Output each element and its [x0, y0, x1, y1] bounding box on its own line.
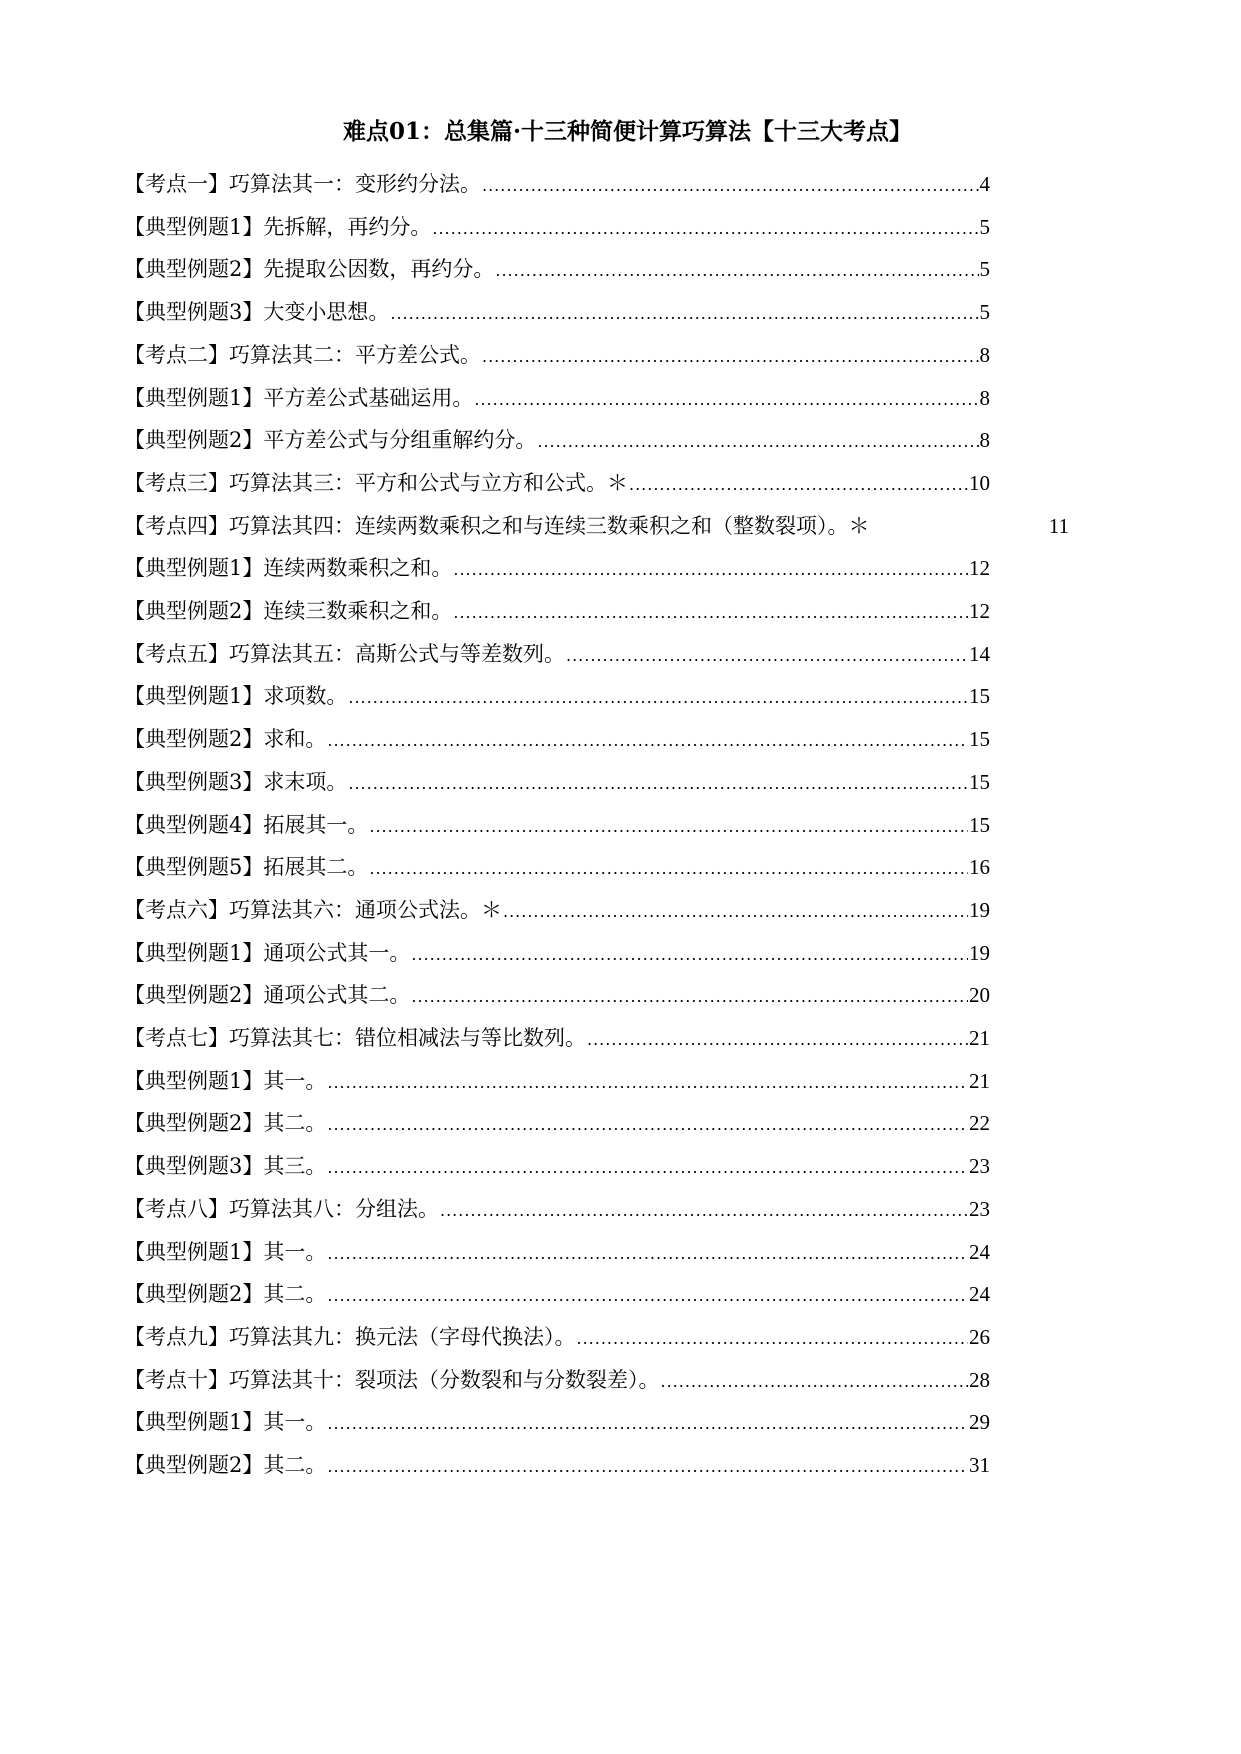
toc-entry-label: 【典型例题2】其二。	[124, 1111, 327, 1136]
toc-entry[interactable]	[124, 1065, 990, 1097]
toc-entry[interactable]	[124, 1022, 990, 1054]
toc-entry-label: 【考点七】巧算法其七：错位相减法与等比数列。	[124, 1026, 586, 1050]
toc-entry-label: 【典型例题2】先提取公因数，再约分。	[124, 257, 495, 282]
toc-entry[interactable]	[124, 809, 990, 841]
toc-page-number: 23	[969, 1196, 990, 1221]
toc-dot-leader	[440, 1195, 968, 1227]
toc-page-number: 21	[969, 1026, 990, 1050]
toc-entry-label: 【典型例题1】其一。	[124, 1410, 327, 1435]
toc-entry[interactable]	[124, 382, 990, 414]
toc-dot-leader	[327, 1067, 968, 1099]
toc-page-number: 15	[969, 769, 990, 794]
toc-dot-leader	[327, 1109, 968, 1141]
toc-entry[interactable]	[124, 168, 990, 200]
toc-dot-leader	[432, 213, 978, 245]
toc-entry[interactable]	[124, 979, 990, 1011]
toc-entry[interactable]	[124, 851, 990, 883]
toc-entry[interactable]	[124, 510, 1069, 542]
toc-page-number: 24	[969, 1239, 990, 1264]
toc-entry-label: 【典型例题1】先拆解，再约分。	[124, 214, 432, 239]
toc-entry[interactable]	[124, 937, 990, 969]
toc-dot-leader	[327, 1238, 968, 1270]
toc-entry-label: 【考点九】巧算法其九：换元法（字母代换法）。	[124, 1324, 576, 1349]
toc-page-number: 14	[969, 641, 990, 666]
toc-dot-leader	[629, 469, 968, 501]
toc-entry-label: 【典型例题1】求项数。	[124, 684, 348, 709]
toc-page-number: 19	[969, 940, 990, 965]
toc-page-number: 21	[969, 1068, 990, 1093]
toc-dot-leader	[482, 170, 979, 202]
toc-page-number: 23	[969, 1154, 990, 1179]
toc-entry-label: 【考点二】巧算法其二：平方差公式。	[124, 342, 481, 367]
toc-entry[interactable]	[124, 1278, 990, 1310]
toc-dot-leader	[327, 1152, 968, 1184]
toc-entry[interactable]	[124, 638, 990, 670]
toc-entry[interactable]	[124, 253, 990, 285]
toc-page-number: 10	[969, 470, 990, 495]
toc-page-number: 22	[969, 1111, 990, 1136]
toc-dot-leader	[369, 811, 968, 843]
toc-entry-label: 【典型例题2】其二。	[124, 1453, 327, 1477]
toc-entry[interactable]	[124, 211, 990, 243]
toc-dot-leader	[348, 682, 968, 714]
toc-dot-leader	[482, 341, 979, 373]
toc-dot-leader	[566, 640, 968, 672]
toc-entry[interactable]	[124, 552, 990, 584]
toc-entry-label: 【典型例题3】大变小思想。	[124, 300, 390, 325]
toc-dot-leader	[411, 939, 968, 971]
toc-dot-leader	[453, 597, 968, 629]
toc-page-number: 5	[979, 300, 990, 325]
toc-dot-leader	[587, 1024, 968, 1056]
toc-entry-label: 【考点八】巧算法其八：分组法。	[124, 1196, 439, 1221]
toc-page-number: 24	[969, 1282, 990, 1307]
toc-entry-label: 【典型例题1】通项公式其一。	[124, 940, 411, 965]
toc-page-number: 16	[969, 855, 990, 880]
toc-page-number: 19	[969, 897, 990, 922]
toc-dot-leader	[474, 384, 978, 416]
toc-dot-leader	[453, 554, 968, 586]
toc-page-number: 15	[969, 812, 990, 837]
toc-page-number: 29	[969, 1410, 990, 1435]
toc-page-number: 15	[969, 684, 990, 709]
toc-dot-leader	[327, 1408, 968, 1440]
toc-entry-label: 【考点三】巧算法其三：平方和公式与立方和公式。＊	[124, 470, 628, 495]
toc-dot-leader	[327, 1451, 968, 1483]
toc-entry-label: 【典型例题2】其二。	[124, 1282, 327, 1307]
toc-page-number: 8	[979, 385, 990, 410]
toc-page-number: 12	[969, 556, 990, 581]
toc-entry[interactable]	[124, 723, 990, 755]
toc-dot-leader	[537, 426, 978, 458]
toc-entry-label: 【典型例题2】求和。	[124, 727, 327, 752]
toc-entry-label: 【考点四】巧算法其四：连续两数乘积之和与连续三数乘积之和（整数裂项）。＊	[124, 513, 870, 538]
toc-page-number: 20	[969, 983, 990, 1008]
toc-entry-label: 【典型例题1】平方差公式基础运用。	[124, 385, 474, 410]
toc-entry-label: 【典型例题3】其三。	[124, 1154, 327, 1179]
toc-dot-leader	[503, 896, 968, 928]
toc-dot-leader	[327, 1280, 968, 1312]
toc-entry-label: 【考点五】巧算法其五：高斯公式与等差数列。	[124, 641, 565, 666]
toc-entry[interactable]	[124, 1449, 990, 1481]
toc-page-number: 31	[969, 1453, 990, 1477]
toc-entry-label: 【典型例题5】拓展其二。	[124, 855, 369, 880]
toc-entry-label: 【考点一】巧算法其一：变形约分法。	[124, 172, 481, 196]
toc-entry[interactable]	[124, 1406, 990, 1438]
toc-dot-leader	[661, 1366, 969, 1398]
toc-entry[interactable]	[124, 595, 990, 627]
toc-dot-leader	[577, 1323, 969, 1355]
toc-entry[interactable]	[124, 766, 990, 798]
toc-entry-label: 【典型例题1】其一。	[124, 1239, 327, 1264]
toc-entry-label: 【典型例题2】通项公式其二。	[124, 983, 411, 1008]
toc-page-number: 4	[979, 172, 990, 196]
toc-entry-label: 【典型例题4】拓展其一。	[124, 812, 369, 837]
toc-page-number: 11	[1048, 513, 1069, 538]
toc-entry[interactable]	[124, 680, 990, 712]
toc-entry[interactable]	[124, 1193, 990, 1225]
toc-entry-label: 【典型例题2】平方差公式与分组重解约分。	[124, 428, 537, 453]
toc-entry[interactable]	[124, 424, 990, 456]
toc-entry[interactable]	[124, 1150, 990, 1182]
toc-dot-leader	[411, 981, 968, 1013]
toc-entry[interactable]	[124, 1321, 990, 1353]
toc-entry[interactable]	[124, 894, 990, 926]
toc-dot-leader	[327, 725, 968, 757]
toc-entry-label: 【典型例题3】求末项。	[124, 769, 348, 794]
toc-page-number: 15	[969, 727, 990, 752]
toc-page-number: 8	[979, 428, 990, 453]
toc-entry[interactable]	[124, 296, 990, 328]
toc-dot-leader	[348, 768, 968, 800]
toc-page-number: 5	[979, 257, 990, 282]
toc-entry-label: 【考点六】巧算法其六：通项公式法。＊	[124, 897, 502, 922]
toc-page-number: 28	[969, 1367, 990, 1392]
toc-dot-leader	[495, 255, 978, 287]
toc-entry-label: 【考点十】巧算法其十：裂项法（分数裂和与分数裂差）。	[124, 1367, 660, 1392]
toc-dot-leader	[390, 298, 978, 330]
toc-page-number: 12	[969, 599, 990, 623]
toc-page-number: 5	[979, 214, 990, 239]
toc-entry-label: 【典型例题2】连续三数乘积之和。	[124, 599, 453, 623]
toc-entry-label: 【典型例题1】连续两数乘积之和。	[124, 556, 453, 581]
toc-entry[interactable]	[124, 339, 990, 371]
page-title: 难点01：总集篇·十三种简便计算巧算法【十三大考点】	[342, 118, 912, 145]
toc-dot-leader	[369, 853, 968, 885]
toc-page-number: 26	[969, 1324, 990, 1349]
toc-entry[interactable]	[124, 467, 990, 499]
toc-entry-label: 【典型例题1】其一。	[124, 1068, 327, 1093]
toc-page-number: 8	[979, 342, 990, 367]
toc-entry[interactable]	[124, 1364, 990, 1396]
toc-entry[interactable]	[124, 1107, 990, 1139]
toc-entry[interactable]	[124, 1236, 990, 1268]
